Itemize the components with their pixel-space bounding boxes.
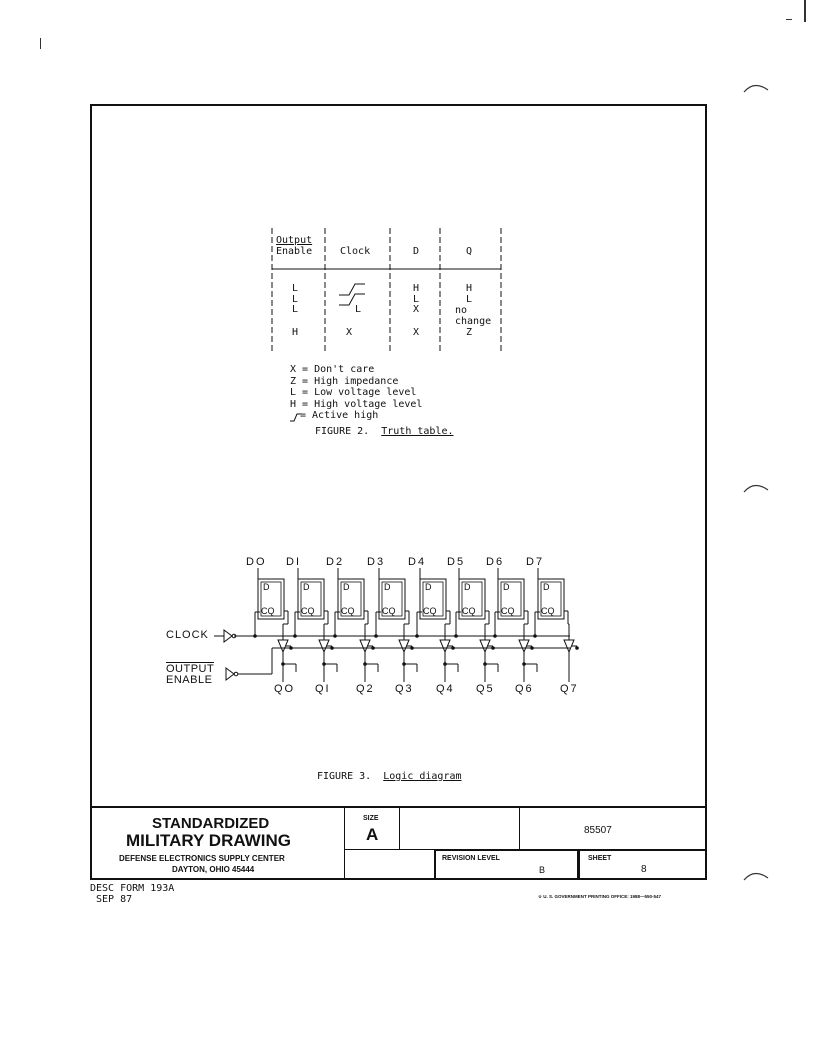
enable-label: ENABLE xyxy=(166,674,213,686)
military-drawing-heading: MILITARY DRAWING xyxy=(126,831,291,850)
junction-dot xyxy=(530,646,534,650)
q-output-label: Q2 xyxy=(356,683,375,695)
ff-d-pin: D xyxy=(343,582,350,592)
tt-cell: X xyxy=(346,327,353,338)
center-address: DAYTON, OHIO 45444 xyxy=(172,865,255,874)
junction-dot xyxy=(374,634,378,638)
tt-cell: H xyxy=(292,327,299,338)
truth-table-legend xyxy=(290,364,422,422)
junction-dot xyxy=(333,634,337,638)
tt-cell: Z xyxy=(466,327,473,338)
legend-line: L = Low voltage level xyxy=(290,387,417,398)
junction-dot xyxy=(451,646,455,650)
d-input-label: D4 xyxy=(408,556,427,568)
tt-cell: H xyxy=(413,283,420,294)
junction-dot xyxy=(533,634,537,638)
ff-d-pin: D xyxy=(543,582,550,592)
d-input-label: D6 xyxy=(486,556,505,568)
figure3-prefix: FIGURE 3. xyxy=(317,771,372,782)
scan-mark xyxy=(804,0,806,22)
ff-d-pin: D xyxy=(303,582,310,592)
q-output-label: Q4 xyxy=(436,683,455,695)
q-output-label: Q5 xyxy=(476,683,495,695)
ff-cq-pin: CQ xyxy=(382,606,396,616)
clock-buffer xyxy=(224,630,232,642)
binder-hole-marks xyxy=(740,70,780,890)
size-value: A xyxy=(366,825,379,844)
tt-header-d: D xyxy=(413,246,420,257)
ff-cq-pin: CQ xyxy=(423,606,437,616)
junction-dot xyxy=(410,646,414,650)
q-output-label: Q3 xyxy=(395,683,414,695)
ff-d-pin: D xyxy=(384,582,391,592)
scan-mark xyxy=(786,19,792,20)
figure2-prefix: FIGURE 2. xyxy=(315,426,370,437)
tt-cell: L xyxy=(292,283,299,294)
tt-cell: L xyxy=(466,294,473,305)
scan-mark xyxy=(40,38,41,49)
form-date: SEP 87 xyxy=(96,894,133,905)
tt-cell: X xyxy=(413,327,420,338)
legend-line: H = High voltage level xyxy=(290,398,423,410)
tt-header-enable: Enable xyxy=(276,246,313,257)
junction-dot xyxy=(289,646,293,650)
tt-cell: L xyxy=(292,304,299,315)
tt-cell: H xyxy=(466,283,473,294)
junction-dot xyxy=(371,646,375,650)
junction-dot xyxy=(491,646,495,650)
q-output-label: Q7 xyxy=(560,683,579,695)
d-input-label: D5 xyxy=(447,556,466,568)
form-number: DESC FORM 193A xyxy=(90,883,175,894)
ff-d-pin: D xyxy=(464,582,471,592)
sheet-value: 8 xyxy=(641,864,647,875)
clock-label: CLOCK xyxy=(166,629,209,641)
junction-dot xyxy=(253,634,257,638)
ff-cq-pin: CQ xyxy=(462,606,476,616)
ff-cq-pin: CQ xyxy=(301,606,315,616)
figure2-caption xyxy=(315,426,453,437)
output-label: OUTPUT xyxy=(166,663,215,675)
ff-cq-pin: CQ xyxy=(341,606,355,616)
figure3-caption xyxy=(317,771,462,782)
revision-cell xyxy=(434,849,579,880)
tt-cell: L xyxy=(292,294,299,305)
revision-value: B xyxy=(539,865,546,875)
tt-header-output: Output xyxy=(276,235,313,246)
standardized-heading: STANDARDIZED xyxy=(152,815,270,832)
ff-cq-pin: CQ xyxy=(261,606,275,616)
ff-d-pin: D xyxy=(425,582,432,592)
tt-cell: L xyxy=(413,294,420,305)
logic-diagram xyxy=(160,550,600,700)
junction-dot xyxy=(493,634,497,638)
legend-line: X = Don't care xyxy=(290,364,375,375)
center-name: DEFENSE ELECTRONICS SUPPLY CENTER xyxy=(119,854,285,863)
active-high-icon xyxy=(289,411,303,423)
gpo-imprint: ☆ U. S. GOVERNMENT PRINTING OFFICE: 1988—550-547 xyxy=(538,894,662,899)
ff-cq-pin: CQ xyxy=(501,606,515,616)
tt-cell: X xyxy=(413,304,420,315)
d-input-label: DI xyxy=(286,556,301,568)
figure2-title: Truth table. xyxy=(381,426,454,437)
tt-cell: change xyxy=(455,316,492,327)
d-input-label: D3 xyxy=(367,556,386,568)
revision-label: REVISION LEVEL xyxy=(442,855,500,862)
q-output-label: QI xyxy=(315,683,331,695)
d-input-label: DO xyxy=(246,556,267,568)
ff-d-pin: D xyxy=(263,582,270,592)
sheet-label: SHEET xyxy=(588,855,612,862)
ff-cq-pin: CQ xyxy=(541,606,555,616)
figure3-title: Logic diagram xyxy=(383,771,462,782)
junction-dot xyxy=(575,646,579,650)
number-cell xyxy=(519,807,707,850)
drawing-number: 85507 xyxy=(584,825,612,836)
d-input-label: D7 xyxy=(526,556,545,568)
junction-dot xyxy=(454,634,458,638)
legend-line: Z = High impedance xyxy=(290,375,399,387)
tt-cell: no xyxy=(455,305,468,316)
junction-dot xyxy=(330,646,334,650)
tt-header-clock: Clock xyxy=(340,246,371,257)
tt-header-q: Q xyxy=(466,246,473,257)
drawing-frame xyxy=(90,104,707,880)
ff-d-pin: D xyxy=(503,582,510,592)
oe-buffer xyxy=(226,668,234,680)
size-label: SIZE xyxy=(363,815,379,822)
junction-dot xyxy=(293,634,297,638)
d-input-label: D2 xyxy=(326,556,345,568)
blank-cell xyxy=(399,807,520,850)
legend-line xyxy=(290,410,422,422)
junction-dot xyxy=(415,634,419,638)
tt-cell: L xyxy=(355,304,362,315)
cage-cell xyxy=(344,849,435,880)
q-output-label: QO xyxy=(274,683,296,695)
q-output-label: Q6 xyxy=(515,683,534,695)
legend-text: = Active high xyxy=(300,410,379,421)
